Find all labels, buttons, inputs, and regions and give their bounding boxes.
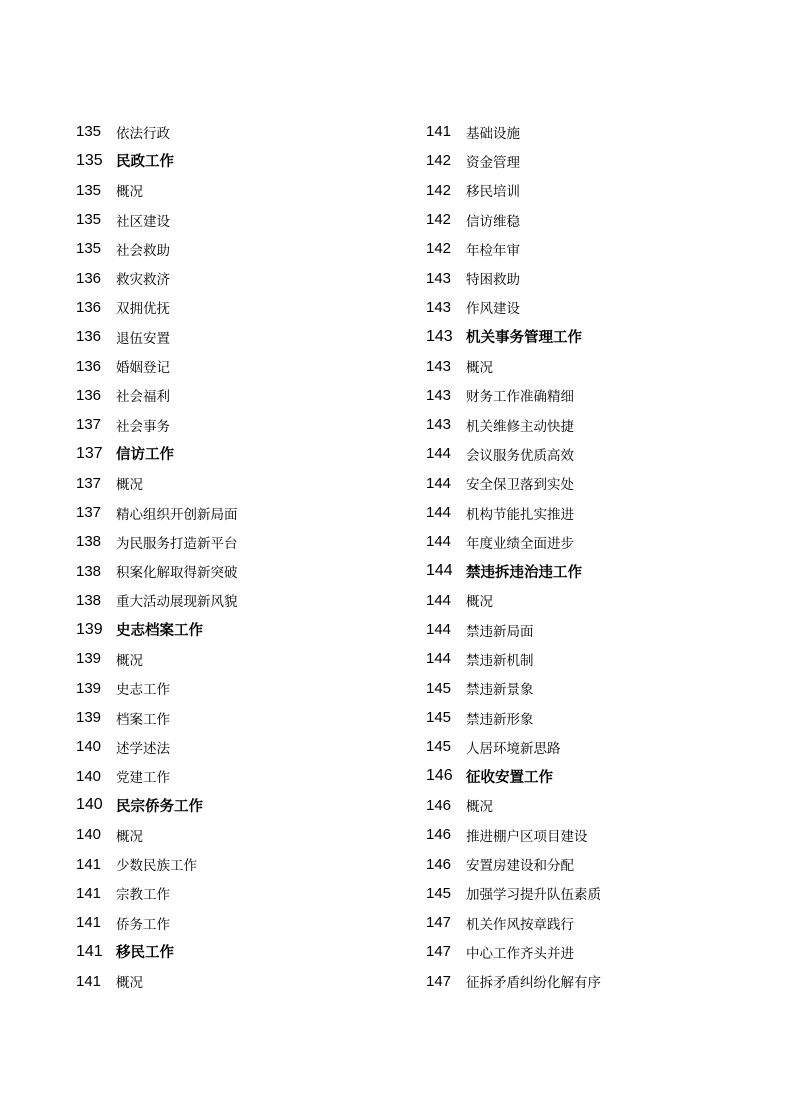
toc-page-number: 143 — [426, 298, 452, 316]
toc-page-number: 142 — [426, 181, 452, 199]
toc-entry-title: 宗教工作 — [116, 887, 170, 904]
toc-entry-title: 概况 — [466, 360, 493, 377]
toc-entry — [426, 234, 766, 263]
toc-entry-title: 少数民族工作 — [116, 858, 197, 875]
toc-entry — [426, 410, 766, 439]
toc-entry — [76, 556, 416, 585]
toc-entry-title: 社会事务 — [116, 418, 170, 435]
toc-entry-title: 退伍安置 — [116, 330, 170, 347]
toc-page-number: 137 — [76, 474, 102, 492]
toc-entry — [426, 351, 766, 380]
toc-entry — [426, 849, 766, 878]
toc-entry-title: 基础设施 — [466, 125, 520, 142]
toc-entry — [426, 791, 766, 820]
toc-page-number: 141 — [76, 884, 102, 902]
toc-entry — [76, 410, 416, 439]
toc-entry — [426, 439, 766, 468]
toc-page-number: 141 — [76, 855, 102, 873]
toc-section-heading — [76, 791, 416, 820]
toc-entry-title: 禁违新机制 — [466, 652, 534, 669]
toc-page-number: 135 — [76, 123, 102, 141]
toc-section-heading — [76, 615, 416, 644]
toc-page-number: 142 — [426, 211, 452, 229]
toc-page-number: 136 — [76, 386, 102, 404]
toc-entry-title: 概况 — [116, 477, 143, 494]
toc-entry — [76, 586, 416, 615]
toc-entry — [76, 908, 416, 937]
toc-entry-title: 依法行政 — [116, 125, 170, 142]
toc-page-number: 143 — [426, 357, 452, 375]
toc-entry — [426, 820, 766, 849]
toc-page-number: 144 — [426, 445, 452, 463]
toc-entry-title: 双拥优抚 — [116, 301, 170, 318]
toc-entry — [426, 293, 766, 322]
toc-entry — [426, 146, 766, 175]
toc-entry-title: 禁违新景象 — [466, 682, 534, 699]
toc-entry — [76, 351, 416, 380]
toc-entry — [426, 527, 766, 556]
toc-entry — [76, 762, 416, 791]
toc-left-column — [76, 117, 416, 996]
toc-entry-title: 征拆矛盾纠纷化解有序 — [466, 975, 601, 992]
toc-page-number: 146 — [426, 767, 453, 785]
toc-page-number: 136 — [76, 357, 102, 375]
toc-page-number: 144 — [426, 533, 452, 551]
toc-entry — [76, 674, 416, 703]
toc-entry-title: 救灾救济 — [116, 272, 170, 289]
toc-page-number: 138 — [76, 562, 102, 580]
toc-entry-title: 资金管理 — [466, 154, 520, 171]
toc-entry — [76, 820, 416, 849]
toc-entry — [426, 498, 766, 527]
toc-page-number: 139 — [76, 709, 102, 727]
toc-right-column — [426, 117, 766, 996]
toc-entry-title: 作风建设 — [466, 301, 520, 318]
toc-entry — [76, 644, 416, 673]
toc-page-number: 140 — [76, 826, 102, 844]
toc-page-number: 136 — [76, 269, 102, 287]
toc-entry — [76, 703, 416, 732]
toc-page-number: 147 — [426, 972, 452, 990]
toc-page-number: 142 — [426, 240, 452, 258]
toc-entry — [76, 879, 416, 908]
toc-entry — [426, 879, 766, 908]
toc-entry — [426, 703, 766, 732]
toc-entry — [76, 469, 416, 498]
toc-entry-title: 特困救助 — [466, 272, 520, 289]
toc-entry — [426, 469, 766, 498]
toc-entry — [426, 381, 766, 410]
toc-page-number: 139 — [76, 679, 102, 697]
toc-entry-title: 重大活动展现新风貌 — [116, 594, 238, 611]
toc-entry-title: 机关作风按章践行 — [466, 916, 574, 933]
toc-entry — [76, 527, 416, 556]
toc-entry-title: 安置房建设和分配 — [466, 858, 574, 875]
toc-page-number: 143 — [426, 269, 452, 287]
toc-page-number: 141 — [76, 942, 103, 960]
toc-page-number: 146 — [426, 855, 452, 873]
toc-page-number: 139 — [76, 620, 103, 638]
toc-page-number: 147 — [426, 914, 452, 932]
toc-entry — [426, 263, 766, 292]
toc-entry-title: 概况 — [116, 184, 143, 201]
toc-page-number: 144 — [426, 650, 452, 668]
toc-page-number: 136 — [76, 298, 102, 316]
toc-page-number: 144 — [426, 562, 453, 580]
toc-entry-title: 社会救助 — [116, 242, 170, 259]
toc-entry — [426, 117, 766, 146]
toc-entry-title: 安全保卫落到实处 — [466, 477, 574, 494]
toc-page-number: 145 — [426, 884, 452, 902]
toc-page-number: 145 — [426, 738, 452, 756]
toc-entry-title: 为民服务打造新平台 — [116, 535, 238, 552]
toc-entry-title: 积案化解取得新突破 — [116, 565, 238, 582]
toc-page-number: 143 — [426, 327, 453, 345]
toc-heading-title: 征收安置工作 — [466, 769, 553, 786]
toc-page-number: 140 — [76, 796, 103, 814]
toc-page-number: 142 — [426, 152, 452, 170]
toc-heading-title: 信访工作 — [116, 447, 174, 464]
toc-page-number: 145 — [426, 679, 452, 697]
toc-page-number: 137 — [76, 504, 102, 521]
toc-entry-title: 机构节能扎实推进 — [466, 506, 574, 523]
toc-page-number: 138 — [76, 533, 102, 551]
toc-entry-title: 侨务工作 — [116, 916, 170, 933]
toc-entry-title: 概况 — [116, 975, 143, 992]
toc-page-number: 135 — [76, 211, 102, 229]
toc-page-number: 137 — [76, 444, 103, 462]
toc-entry — [76, 849, 416, 878]
toc-entry-title: 概况 — [116, 828, 143, 845]
toc-entry-title: 精心组织开创新局面 — [116, 506, 238, 523]
toc-entry — [426, 937, 766, 966]
toc-entry-title: 机关维修主动快捷 — [466, 418, 574, 435]
toc-section-heading — [426, 762, 766, 791]
toc-page-number: 141 — [76, 972, 102, 990]
toc-entry-title: 社会福利 — [116, 389, 170, 406]
toc-entry-title: 信访维稳 — [466, 213, 520, 230]
toc-entry — [426, 732, 766, 761]
toc-heading-title: 移民工作 — [116, 945, 174, 962]
toc-page-number: 140 — [76, 767, 102, 785]
toc-entry-title: 党建工作 — [116, 770, 170, 787]
toc-entry-title: 概况 — [466, 594, 493, 611]
toc-entry-title: 禁违新形象 — [466, 711, 534, 728]
toc-entry-title: 推进棚户区项目建设 — [466, 828, 588, 845]
toc-entry — [76, 322, 416, 351]
toc-entry — [76, 263, 416, 292]
toc-page-number: 138 — [76, 591, 102, 609]
toc-entry-title: 年检年审 — [466, 242, 520, 259]
toc-entry — [76, 234, 416, 263]
toc-entry — [426, 176, 766, 205]
toc-entry — [426, 615, 766, 644]
toc-entry — [76, 732, 416, 761]
toc-page-number: 146 — [426, 826, 452, 844]
toc-entry-title: 移民培训 — [466, 184, 520, 201]
toc-page-number: 140 — [76, 738, 102, 756]
toc-page-number: 144 — [426, 504, 452, 521]
toc-heading-title: 史志档案工作 — [116, 623, 203, 640]
toc-page-number: 141 — [76, 914, 102, 932]
toc-page-number: 144 — [426, 621, 452, 639]
toc-entry-title: 加强学习提升队伍素质 — [466, 887, 601, 904]
toc-entry-title: 禁违新局面 — [466, 623, 534, 640]
toc-page-number: 143 — [426, 416, 452, 434]
toc-entry — [76, 498, 416, 527]
toc-entry — [426, 586, 766, 615]
toc-entry — [426, 644, 766, 673]
toc-page-number: 136 — [76, 328, 102, 346]
toc-entry — [76, 293, 416, 322]
toc-page-number: 144 — [426, 591, 452, 609]
toc-heading-title: 禁违拆违治违工作 — [466, 564, 582, 581]
toc-page-number: 144 — [426, 474, 452, 492]
toc-entry — [426, 674, 766, 703]
toc-page-number: 147 — [426, 943, 452, 961]
toc-page-number: 137 — [76, 416, 102, 434]
toc-entry-title: 概况 — [116, 652, 143, 669]
toc-entry-title: 婚姻登记 — [116, 360, 170, 377]
toc-entry-title: 档案工作 — [116, 711, 170, 728]
toc-entry-title: 史志工作 — [116, 682, 170, 699]
toc-section-heading — [426, 322, 766, 351]
toc-heading-title: 民宗侨务工作 — [116, 798, 203, 815]
toc-page-number: 146 — [426, 796, 452, 814]
toc-section-heading — [76, 439, 416, 468]
toc-section-heading — [76, 146, 416, 175]
toc-entry-title: 述学述法 — [116, 740, 170, 757]
toc-entry-title: 社区建设 — [116, 213, 170, 230]
toc-entry — [76, 381, 416, 410]
toc-page-number: 141 — [426, 123, 452, 141]
toc-page-number: 135 — [76, 240, 102, 258]
toc-entry — [426, 205, 766, 234]
toc-entry-title: 年度业绩全面进步 — [466, 535, 574, 552]
toc-page-number: 135 — [76, 181, 102, 199]
toc-entry-title: 概况 — [466, 799, 493, 816]
toc-page-number: 135 — [76, 151, 103, 169]
toc-entry-title: 中心工作齐头并进 — [466, 945, 574, 962]
toc-entry — [76, 205, 416, 234]
toc-entry — [76, 117, 416, 146]
toc-entry-title: 会议服务优质高效 — [466, 447, 574, 464]
toc-entry — [76, 176, 416, 205]
toc-page-number: 145 — [426, 709, 452, 727]
toc-entry — [426, 908, 766, 937]
toc-entry — [426, 967, 766, 996]
toc-entry — [76, 967, 416, 996]
toc-section-heading — [426, 556, 766, 585]
toc-heading-title: 机关事务管理工作 — [466, 330, 582, 347]
toc-section-heading — [76, 937, 416, 966]
toc-entry-title: 财务工作准确精细 — [466, 389, 574, 406]
toc-page-number: 143 — [426, 386, 452, 404]
toc-heading-title: 民政工作 — [116, 154, 174, 171]
toc-page-number: 139 — [76, 650, 102, 668]
toc-entry-title: 人居环境新思路 — [466, 740, 561, 757]
